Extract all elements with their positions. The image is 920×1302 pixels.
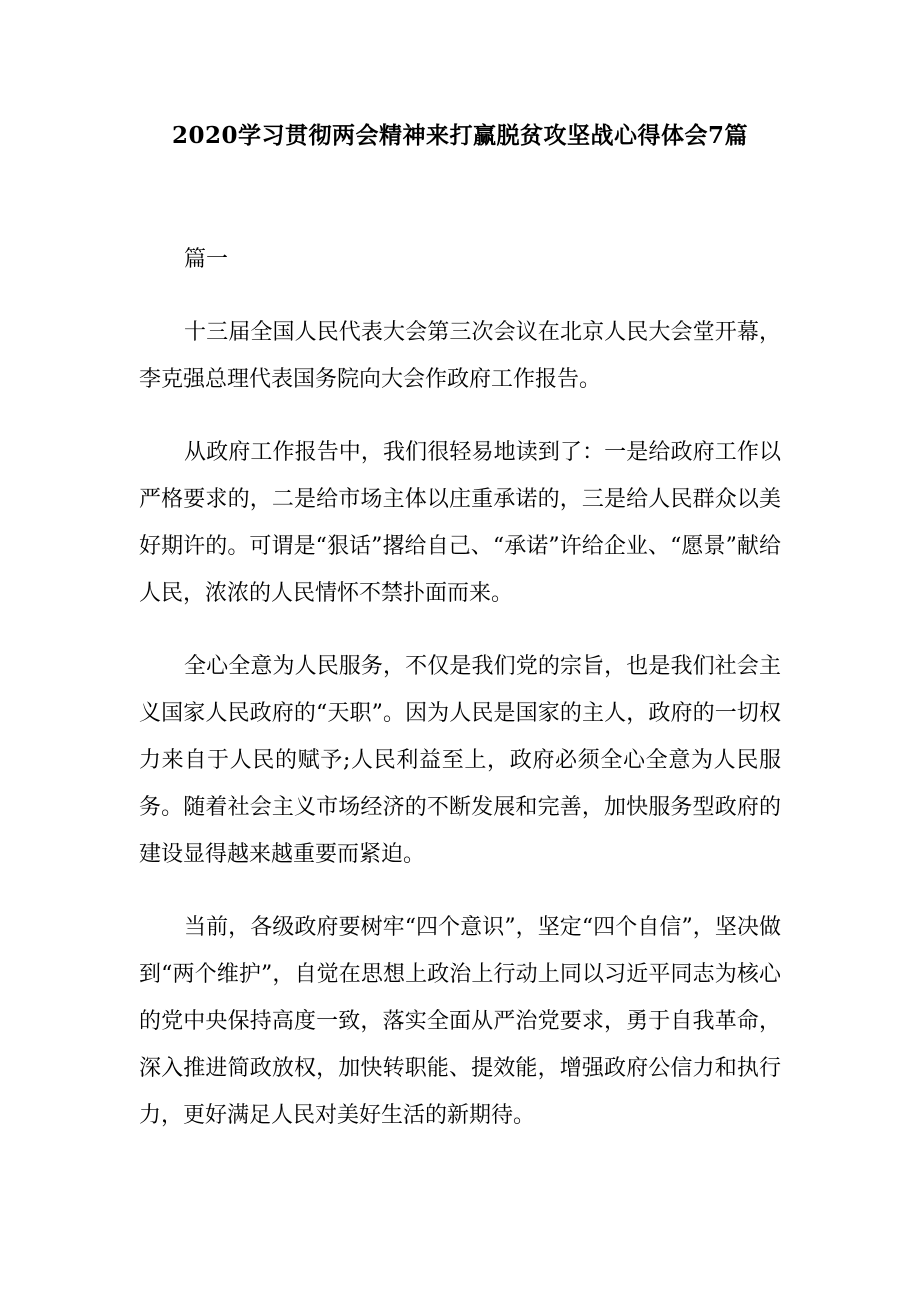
document-title: 2020学习贯彻两会精神来打赢脱贫攻坚战心得体会7篇 (171, 122, 749, 149)
paragraph-2: 从政府工作报告中，我们很轻易地读到了：一是给政府工作以严格要求的，二是给市场主体以庄重承诺的，三是给人民群众以美好期许的。可谓是“狠话”撂给自己、“承诺”许给企业、“愿景”献给人民，浓浓的人民情怀不禁扑面而来。 (139, 440, 781, 606)
document-body (139, 236, 781, 1165)
paragraph-1: 十三届全国人民代表大会第三次会议在北京人民大会堂开幕，李克强总理代表国务院向大会作政府工作报告。 (139, 320, 781, 392)
paragraph-4: 当前，各级政府要树牢“四个意识”，坚定“四个自信”，坚决做到“两个维护”，自觉在思想上政治上行动上同以习近平同志为核心的党中央保持高度一致，落实全面从严治党要求，勇于自我革命，深入推进简政放权，加快转职能、提效能，增强政府公信力和执行力，更好满足人民对美好生活的新期待。 (139, 915, 781, 1128)
section-heading: 篇一 (184, 247, 229, 272)
paragraph-3: 全心全意为人民服务，不仅是我们党的宗旨，也是我们社会主义国家人民政府的“天职”。因为人民是国家的主人，政府的一切权力来自于人民的赋予;人民利益至上，政府必须全心全意为人民服务。随着社会主义市场经济的不断发展和完善，加快服务型政府的建设显得越来越重要而紧迫。 (139, 654, 781, 867)
